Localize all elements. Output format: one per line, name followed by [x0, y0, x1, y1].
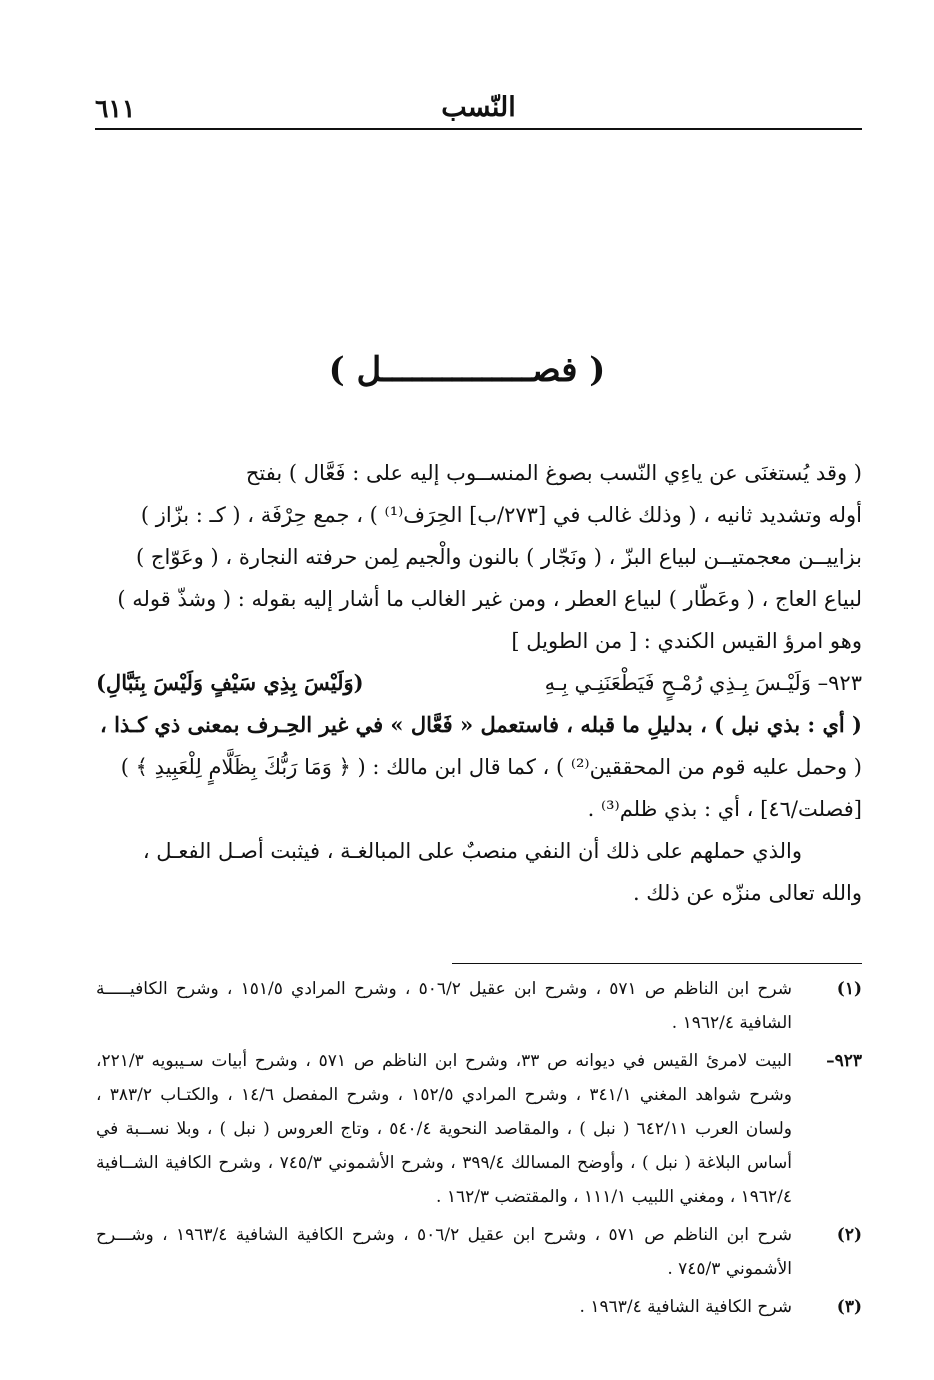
text-line: أوله وتشديد ثانيه ، ( وذلك غالب في [٢٧٣/ب] الحِرَف⁽¹⁾ ) ، جمع حِرْفَة ، ( كـ : بزّاز ): [140, 503, 862, 527]
text-line: لبياع العاج ، ( وعَطّار ) لبياع العطر ، ومن غير الغالب ما أشار إليه بقوله : ( وشذّ قوله ): [117, 587, 862, 611]
page-header: [95, 92, 862, 132]
text-line: ( وحمل عليه قوم من المحققين⁽²⁾ ) ، كما قال ابن مالك : ( ﴿ وَمَا رَبُّكَ بِظَلَّامٍ لِلْعَبِيدِ ﴾ ): [120, 755, 862, 779]
header-rule: [95, 128, 862, 130]
footnote-text: البيت لامرئ القيس في ديوانه ص ٣٣، وشرح ابن الناظم ص ٥٧١ ، وشرح أبيات سـيبويه ٢٢١/٣، وشرح شواهد المغني ٣٤١/١ ، وشرح المرادي ١٥٢/٥ ، وشرح المفصل ١٤/٦ ، والكتـاب ٣٨٣/٢ ، ولسان العرب ٦٤٢/١١ ( نبل ) ، والمقاصد النحوية ٥٤٠/٤ ، وتاج العروس ( نبل ) ، وبلا نســبة في أساس البلاغة ( نبل ) ، وأوضح المسالك ٣٩٩/٤ ، وشرح الأشموني ٧٤٥/٣ ، وشرح الكافية الشــافية ١٩٦٢/٤ ، ومغني اللبيب ١١١/١ ، والمقتضب ١٦٢/٣ .: [96, 1051, 793, 1207]
poetry-verse: [96, 662, 862, 704]
footnote-number: ٩٢٣–: [826, 1051, 862, 1071]
footnote-text: شرح ابن الناظم ص ٥٧١ ، وشرح ابن عقيل ٥٠٦/٢ ، وشرح المرادي ١٥١/٥ ، وشرح الكافيـــــة الشافية ١٩٦٢/٤ .: [96, 979, 792, 1033]
footnotes: [96, 972, 862, 1328]
footnote-text: شرح الكافية الشافية ١٩٦٣/٤ .: [579, 1297, 792, 1317]
footnote-number: (١): [836, 979, 862, 999]
text-line: بزاييــن معجمتيــن لبياع البزّ ، ( ونَجّار ) بالنون والْجيم لِمن حرفته النجارة ، ( وعَوّاج ): [136, 545, 862, 569]
text-line: والذي حملهم على ذلك أن النفي منصبٌ على المبالغـة ، فيثبت أصـل الفعـل ،: [142, 839, 802, 863]
section-title: ( فصـــــــــــــــل ): [328, 350, 606, 390]
footnote: [96, 1290, 862, 1324]
text-line: والله تعالى منزّه عن ذلك .: [632, 881, 862, 905]
text-line: [فصلت/٤٦] ، أي : بذي ظلم⁽³⁾ .: [587, 797, 862, 821]
footnote-number: (٢): [836, 1225, 862, 1245]
footnote: [96, 1044, 862, 1214]
verse-second-hemistich: (وَلَيْسَ بِذِي سَيْفٍ وَلَيْسَ بِنَبَّالِ): [96, 670, 364, 695]
page-number: ٦١١: [95, 94, 136, 123]
text-line: ( أي : بذي نبل ) ، بدليلِ ما قبله ، فاستعمل « فَعَّال » في غير الحِـرف بمعنى ذي كـذا ،: [99, 712, 862, 737]
footnote-rule: [452, 963, 862, 964]
running-title: النّسب: [441, 92, 516, 123]
text-line: وهو امرؤ القيس الكندي : [ من الطويل ]: [511, 629, 862, 653]
text-line: ( وقد يُستغنَى عن ياءِي النّسب بصوغ المنســوب إليه على : فَعَّال ) بفتح: [245, 461, 862, 485]
footnote-text: شرح ابن الناظم ص ٥٧١ ، وشرح ابن عقيل ٥٠٦/٢ ، وشرح الكافية الشافية ١٩٦٣/٤ ، وشـــرح الأشموني ٧٤٥/٣ .: [96, 1225, 792, 1279]
footnote: [96, 1218, 862, 1286]
main-text: [96, 452, 862, 914]
footnote-number: (٣): [836, 1297, 862, 1317]
verse-first-hemistich: ٩٢٣– وَلَيْـسَ بِـذِي رُمْـحٍ فَيَطْعَنَنِـي بِـهِ: [544, 671, 862, 695]
footnote: [96, 972, 862, 1040]
